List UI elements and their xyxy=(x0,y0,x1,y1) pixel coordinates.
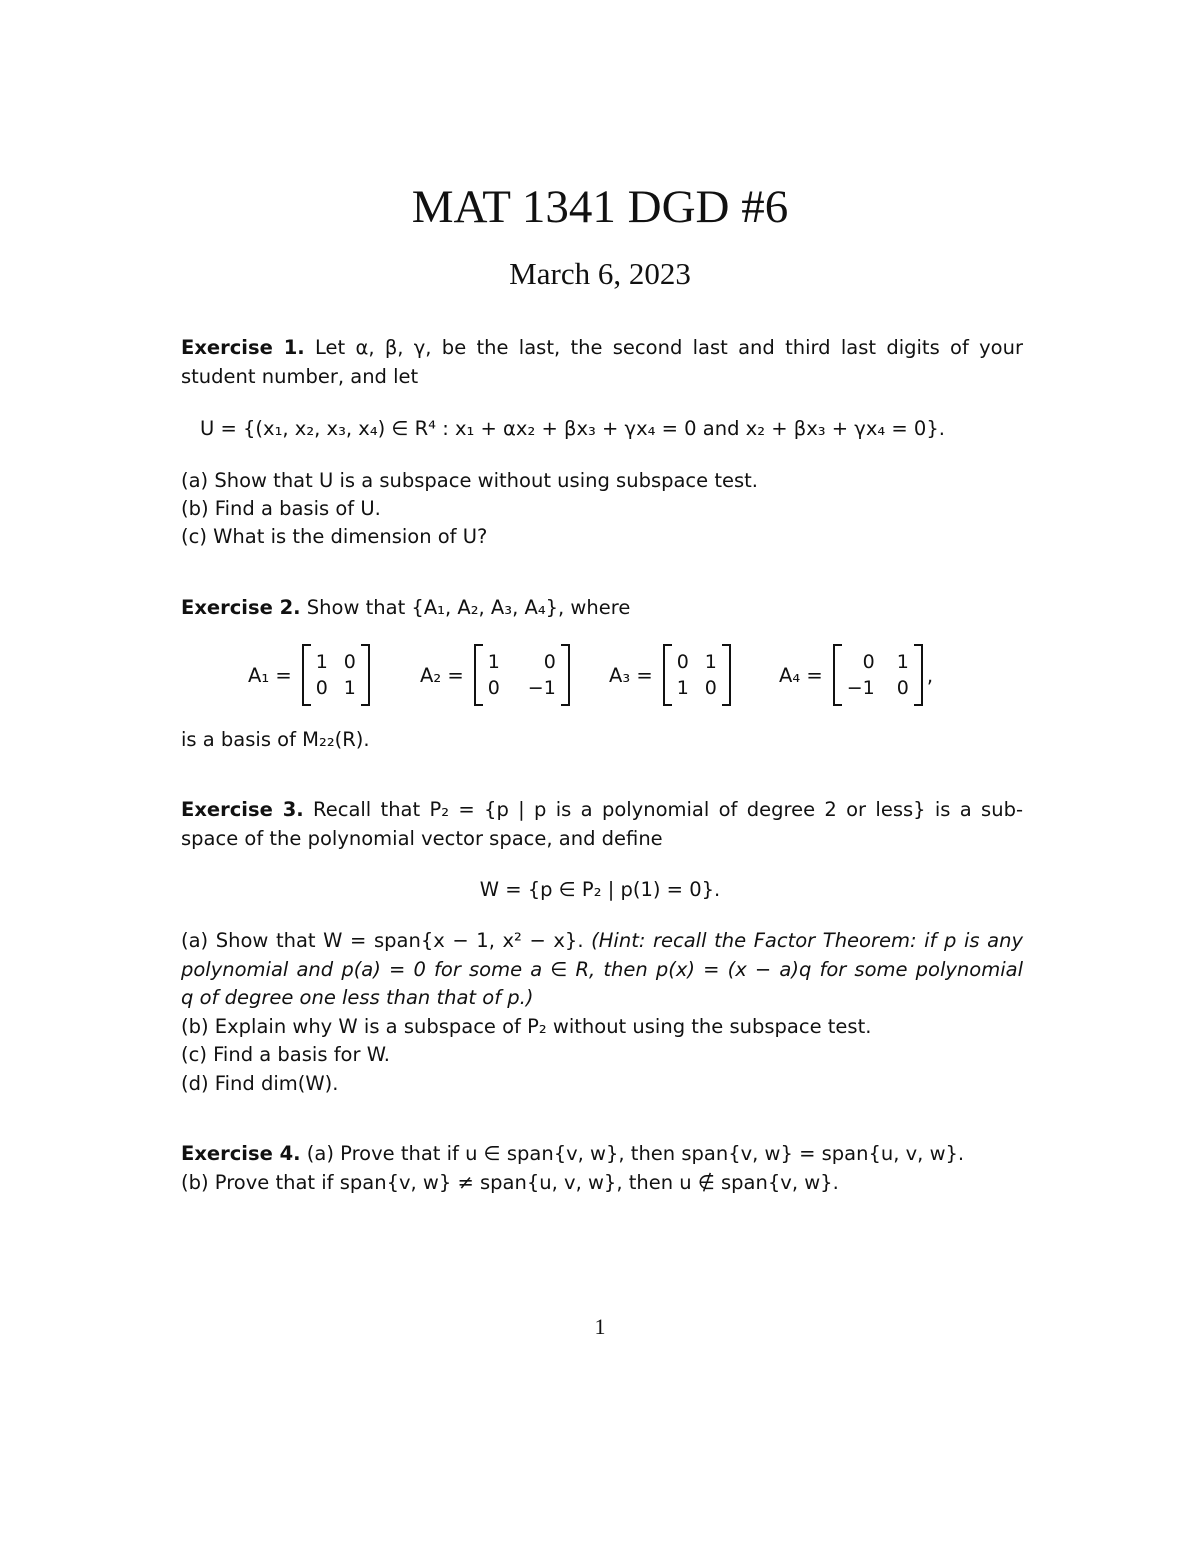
matrix-bracket xyxy=(663,644,731,706)
exercise-1-part-b: (b) Find a basis of U. xyxy=(181,497,381,520)
exercise-3-formula: W = {p ∈ P₂ | p(1) = 0}. xyxy=(479,878,721,901)
exercise-3-part-a-text: (a) Show that W = span{x − 1, x² − x}. xyxy=(181,929,584,952)
page-title: MAT 1341 DGD #6 xyxy=(411,181,789,233)
document-date: March 6, 2023 xyxy=(509,256,691,291)
matrix-a4 xyxy=(779,640,933,710)
exercise-4-line-1 xyxy=(181,1140,1023,1168)
exercise-1-part-a: (a) Show that U is a subspace without using subspace test. xyxy=(181,469,758,492)
exercise-1-line-1 xyxy=(181,334,1023,362)
matrix-bracket xyxy=(833,644,923,706)
matrix-entry: 0 xyxy=(343,651,356,673)
exercise-3-part-a-line-3: q of degree one less than that of p.) xyxy=(181,986,534,1009)
exercise-2-text-1: Show that {A₁, A₂, A₃, A₄}, where xyxy=(306,596,631,619)
exercise-4-heading: Exercise 4. xyxy=(181,1142,301,1165)
exercise-4-part-b: (b) Prove that if span{v, w} ≠ span{u, v, w}, then u ∉ span{v, w}. xyxy=(181,1171,839,1194)
matrix-row xyxy=(0,640,1200,710)
exercise-3-part-a-line-2: polynomial and p(a) = 0 for some a ∈ R, then p(x) = (x − a)q for some polynomial xyxy=(181,958,1023,981)
exercise-3-hint: (Hint: recall the Factor Theorem: if p is any xyxy=(591,929,1024,952)
matrix-a3 xyxy=(609,640,731,710)
matrix-label: A₁ = xyxy=(248,663,292,687)
matrix-entry: 1 xyxy=(676,677,689,699)
exercise-1-heading: Exercise 1. xyxy=(181,336,305,359)
exercise-3-line-1 xyxy=(181,796,1023,824)
matrix-entry: 0 xyxy=(676,651,689,673)
exercise-1-line-2: student number, and let xyxy=(181,365,419,388)
exercise-2-line-1 xyxy=(181,594,1023,622)
page-number: 1 xyxy=(594,1314,606,1339)
matrix-label: A₃ = xyxy=(609,663,653,687)
matrix-label: A₂ = xyxy=(420,663,464,687)
matrix-label: A₄ = xyxy=(779,663,823,687)
matrix-entry: −1 xyxy=(527,677,556,699)
exercise-1-formula: U = {(x₁, x₂, x₃, x₄) ∈ R⁴ : x₁ + αx₂ + βx₃ + γx₄ = 0 and x₂ + βx₃ + γx₄ = 0}. xyxy=(200,417,945,440)
exercise-3-text-1: Recall that P₂ = {p | p is a polynomial of degree 2 or less} is a sub- xyxy=(313,798,1023,821)
matrix-entry: 0 xyxy=(862,651,875,673)
exercise-1-text-1: Let α, β, γ, be the last, the second last and third last digits of your xyxy=(315,336,1023,359)
exercise-1-part-c: (c) What is the dimension of U? xyxy=(181,525,488,548)
matrix-entry: 0 xyxy=(487,677,500,699)
exercise-3-part-d: (d) Find dim(W). xyxy=(181,1072,339,1095)
exercise-4-part-a: (a) Prove that if u ∈ span{v, w}, then span{v, w} = span{u, v, w}. xyxy=(306,1142,965,1165)
matrix-entry: 1 xyxy=(704,651,717,673)
exercise-3-part-b: (b) Explain why W is a subspace of P₂ without using the subspace test. xyxy=(181,1015,872,1038)
matrix-entry: −1 xyxy=(846,677,875,699)
matrix-a2 xyxy=(420,640,570,710)
exercise-3-line-2: space of the polynomial vector space, and define xyxy=(181,827,663,850)
matrix-entry: 0 xyxy=(543,651,556,673)
exercise-2-line-2: is a basis of M₂₂(R). xyxy=(181,728,370,751)
exercise-3-part-c: (c) Find a basis for W. xyxy=(181,1043,390,1066)
matrix-entry: 0 xyxy=(704,677,717,699)
exercise-3-part-a-line-1 xyxy=(181,927,1023,955)
matrix-entry: 1 xyxy=(896,651,909,673)
matrix-a1 xyxy=(248,640,370,710)
matrix-entry: 1 xyxy=(315,651,328,673)
exercise-3-heading: Exercise 3. xyxy=(181,798,304,821)
matrix-entry: 1 xyxy=(487,651,500,673)
matrix-bracket xyxy=(474,644,570,706)
matrix-bracket xyxy=(302,644,370,706)
exercise-2-heading: Exercise 2. xyxy=(181,596,301,619)
matrix-entry: 0 xyxy=(315,677,328,699)
matrix-trailing-comma: , xyxy=(926,663,934,687)
matrix-entry: 1 xyxy=(343,677,356,699)
matrix-entry: 0 xyxy=(896,677,909,699)
